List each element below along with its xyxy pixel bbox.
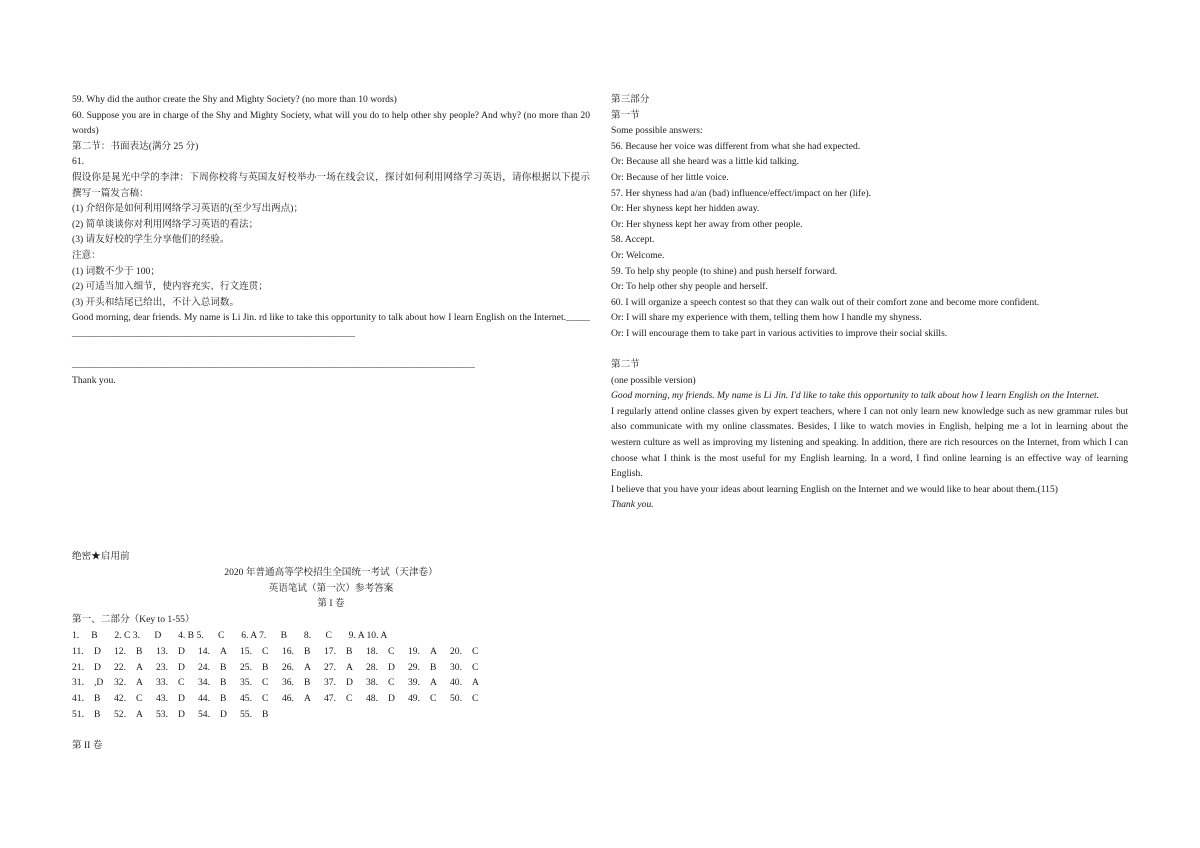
question-number: 18. (366, 645, 378, 657)
answer-line: Or: To help other shy people and herself. (611, 281, 768, 293)
answer-letter: C (430, 693, 437, 705)
answer-letter: A (430, 677, 437, 689)
answer-line: 56. Because her voice was different from what she had expected. (611, 140, 861, 152)
question-number: 44. (198, 693, 210, 705)
question-number: 43. (156, 693, 168, 705)
answer-row (72, 675, 492, 691)
answer-line: Or: I will share my experience with them, telling them how I handle my shyness. (611, 312, 922, 324)
question-number: 54. (198, 708, 210, 720)
prompt-point: (3) 请友好校的学生分享他们的经验。 (72, 234, 230, 246)
note-item: (2) 可适当加入细节，使内容充实、行文连贯； (72, 281, 268, 293)
prompt-point: (1) 介绍你是如何利用网络学习英语的(至少写出两点)； (72, 203, 304, 215)
answer-letter: C (388, 645, 395, 657)
answer-letter: D (94, 645, 101, 657)
answer-letter: A (304, 693, 311, 705)
answer-letter: B (220, 693, 227, 705)
spacer (72, 342, 590, 358)
question-number: 34. (198, 677, 210, 689)
answer-letter: A (220, 645, 227, 657)
answer-key-title: 2020 年普通高等学校招生全国统一考试（天津卷） (224, 566, 438, 578)
question-number: 53. (156, 708, 168, 720)
question-number: 51. (72, 708, 84, 720)
question-number: 16. (282, 645, 294, 657)
sample-essay-body: I regularly attend online classes given by expert teachers, where I can not only learn new knowledge such as new grammar rules but also communicate with my online classmates. Besides, I like to watch movies in English, helping me a lot in learning about the western culture as well as improving my listening and speaking. In addition, there are rich resources on the Internet, from which I can choose what I think is the most useful for my English learning. In a word, I find online learning is an effective way of learning English. (611, 405, 1128, 480)
answer-letter: B (430, 661, 437, 673)
question-number: 55. (240, 708, 252, 720)
question-number: 14. (198, 645, 210, 657)
essay-opening: Good morning, dear friends. My name is Li Jin. rd like to take this opportunity to talk about how I learn English on the Internet.________________________________________________________________ (72, 312, 590, 339)
question-number: 28. (366, 661, 378, 673)
spacer (611, 342, 1128, 358)
essay-closing: Thank you. (72, 374, 116, 386)
answer-letter: D (220, 708, 227, 720)
question-number: 29. (408, 661, 420, 673)
sample-essay-closing: Thank you. (611, 499, 654, 511)
question-number: 37. (324, 677, 336, 689)
answer-letter: B (346, 645, 353, 657)
question-number: 32. (114, 677, 126, 689)
answer-letter: A (136, 708, 143, 720)
question-number: 31. (72, 677, 84, 689)
part3-title: 第三部分 (611, 94, 650, 105)
question-number: 27. (324, 661, 336, 673)
question-number: 39. (408, 677, 420, 689)
question-number: 22. (114, 661, 126, 673)
answer-letter: ,D (94, 677, 104, 689)
question-61: 61. (72, 156, 84, 168)
answer-blank-line: ____________________________________________________________________________________ (72, 359, 475, 371)
answer-letter: C (262, 645, 269, 657)
answer-line: 58. Accept. (611, 234, 655, 246)
answer-letter: C (136, 693, 143, 705)
answer-line: 57. Her shyness had a/an (bad) influence/effect/impact on her (life). (611, 187, 872, 199)
sample-essay-belief: I believe that you have your ideas about learning English on the Internet and we would like to hear about them.(115) (611, 483, 1058, 495)
answer-letter: C (472, 661, 479, 673)
spacer (72, 723, 590, 739)
right-column (611, 92, 1128, 513)
answer-letter: D (178, 693, 185, 705)
question-number: 36. (282, 677, 294, 689)
answer-letter: A (304, 661, 311, 673)
answer-row (72, 660, 492, 676)
answer-letter: A (136, 661, 143, 673)
prompt-point: (2) 简单谈谈你对利用网络学习英语的看法； (72, 218, 259, 230)
answer-letter: D (388, 661, 395, 673)
answer-line: 60. I will organize a speech contest so that they can walk out of their comfort zone and become more confident. (611, 296, 1040, 308)
question-number: 45. (240, 693, 252, 705)
question-59: 59. Why did the author create the Shy and Mighty Society? (no more than 10 words) (72, 94, 397, 105)
question-number: 23. (156, 661, 168, 673)
question-number: 20. (450, 645, 462, 657)
answer-letter: B (220, 677, 227, 689)
question-number: 46. (282, 693, 294, 705)
answer-letter: A (136, 677, 143, 689)
question-number: 24. (198, 661, 210, 673)
answer-table (72, 644, 492, 723)
question-number: 25. (240, 661, 252, 673)
note-title: 注意： (72, 249, 101, 261)
answer-line: Or: Her shyness kept her away from other people. (611, 218, 803, 230)
answer-letter: D (388, 693, 395, 705)
question-number: 42. (114, 693, 126, 705)
version-label: (one possible version) (611, 374, 696, 386)
question-number: 15. (240, 645, 252, 657)
question-number: 38. (366, 677, 378, 689)
question-number: 41. (72, 693, 84, 705)
note-item: (3) 开头和结尾已给出，不计入总词数。 (72, 296, 240, 308)
question-number: 48. (366, 693, 378, 705)
answer-letter: A (430, 645, 437, 657)
answer-letter: C (262, 677, 269, 689)
section1-title: 第一节 (611, 109, 640, 121)
section2-title: 第二节 (611, 359, 640, 371)
answer-letter: D (94, 661, 101, 673)
question-number: 30. (450, 661, 462, 673)
answer-letter: A (472, 677, 479, 689)
sample-essay-opening: Good morning, my friends. My name is Li Jin. I'd like to take this opportunity to talk about how I learn English on the Internet. (611, 390, 1100, 402)
answer-letter: B (304, 645, 311, 657)
answer-letter: C (388, 677, 395, 689)
answer-line: Or: Welcome. (611, 249, 665, 261)
answer-letter: C (346, 693, 353, 705)
volume-1-label: 第 I 卷 (317, 598, 345, 610)
answer-line: Or: I will encourage them to take part in various activities to improve their social skills. (611, 327, 948, 339)
answer-letter: B (262, 661, 269, 673)
question-number: 50. (450, 693, 462, 705)
secret-label: 绝密★启用前 (72, 551, 130, 562)
answer-letter: A (346, 661, 353, 673)
answer-row (72, 644, 492, 660)
left-column (72, 92, 590, 388)
answer-letter: D (178, 661, 185, 673)
answer-letter: B (136, 645, 143, 657)
question-number: 12. (114, 645, 126, 657)
question-number: 40. (450, 677, 462, 689)
answer-letter: B (94, 693, 101, 705)
answer-row (72, 707, 492, 723)
question-number: 21. (72, 661, 84, 673)
answer-letter: B (304, 677, 311, 689)
answer-row (72, 691, 492, 707)
answer-key (72, 549, 590, 754)
answer-letter: B (94, 708, 101, 720)
answer-line: 59. To help shy people (to shine) and push herself forward. (611, 265, 838, 277)
question-60: 60. Suppose you are in charge of the Shy and Mighty Society, what will you do to help other shy people? And why? (no more than 20 words) (72, 109, 590, 137)
question-number: 52. (114, 708, 126, 720)
question-number: 47. (324, 693, 336, 705)
question-number: 19. (408, 645, 420, 657)
volume-2-label: 第 II 卷 (72, 740, 103, 752)
answer-letter: C (262, 693, 269, 705)
answer-letter: D (178, 708, 185, 720)
answer-letter: B (220, 661, 227, 673)
question-number: 26. (282, 661, 294, 673)
possible-answers-label: Some possible answers: (611, 125, 703, 137)
answer-key-subtitle: 英语笔试（第一次）参考答案 (268, 582, 394, 594)
question-number: 35. (240, 677, 252, 689)
note-item: (1) 词数不少于 100； (72, 265, 160, 277)
answer-line: Or: Because all she heard was a little kid talking. (611, 156, 800, 168)
answer-letter: B (262, 708, 269, 720)
question-number: 49. (408, 693, 420, 705)
answer-row-1: 1. B 2. C 3. D 4. B 5. C 6. A 7. B 8. C 9. A 10. A (72, 629, 388, 641)
section2-title: 第二节：书面表达(满分 25 分) (72, 140, 199, 152)
question-number: 17. (324, 645, 336, 657)
answer-letter: D (178, 645, 185, 657)
part-label: 第一、二部分（Key to 1-55） (72, 614, 195, 626)
answer-letter: D (346, 677, 353, 689)
question-number: 13. (156, 645, 168, 657)
answer-line: Or: Because of her little voice. (611, 171, 729, 183)
answer-line: Or: Her shyness kept her hidden away. (611, 203, 760, 215)
writing-prompt: 假设你是晁光中学的李津：下周你校将与英国友好校举办一场在线会议，探讨如何利用网络学习英语，请你根据以下提示撰写一篇发言稿： (72, 171, 590, 199)
answer-letter: C (178, 677, 185, 689)
answer-letter: C (472, 645, 479, 657)
question-number: 33. (156, 677, 168, 689)
answer-letter: C (472, 693, 479, 705)
question-number: 11. (72, 645, 84, 657)
